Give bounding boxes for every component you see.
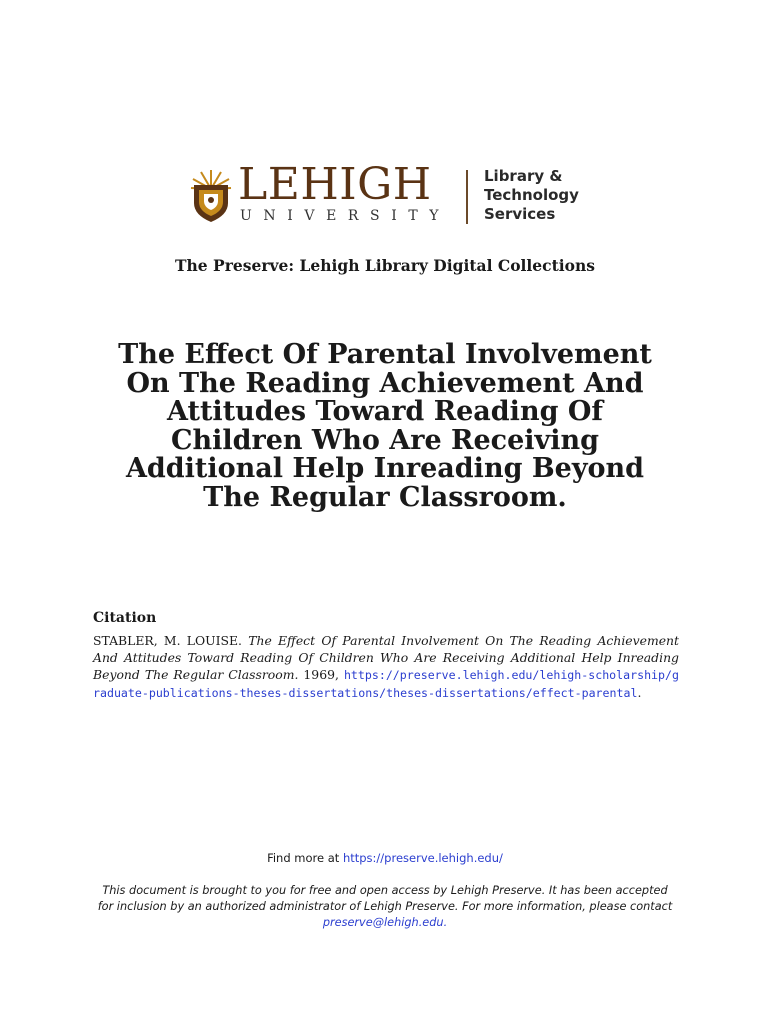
contact-email-link[interactable]: preserve@lehigh.edu. — [322, 916, 448, 929]
citation-author: STABLER, M. LOUISE. — [93, 633, 242, 648]
citation-end: . — [637, 685, 642, 700]
citation-text — [93, 632, 679, 702]
citation-year: 1969, — [303, 667, 339, 682]
find-more — [0, 851, 770, 865]
title-line: Children Who Are Receiving — [170, 424, 599, 456]
citation-title: The Effect Of Parental Involvement On The Reading Achievement And Attitudes Toward Reading Of Children Who Are Receiving Additional Help Inreading Beyond The Regular Classroom. — [93, 633, 679, 682]
title-line: On The Reading Achievement And — [126, 367, 644, 399]
find-more-prefix: Find more at — [267, 851, 340, 865]
collection-name: The Preserve: Lehigh Library Digital Collections — [175, 256, 595, 275]
document-title — [60, 341, 710, 512]
library-technology-services — [484, 167, 579, 224]
disclaimer — [95, 883, 675, 931]
logo-divider — [466, 170, 468, 224]
title-line: The Regular Classroom. — [203, 481, 567, 513]
division-line: Technology — [484, 186, 579, 204]
shield-icon — [190, 169, 232, 223]
title-line: Additional Help Inreading Beyond — [125, 453, 645, 484]
title-line: The Effect Of Parental Involvement — [118, 339, 652, 370]
title-line: Attitudes Toward Reading Of — [167, 396, 603, 427]
preserve-home-link[interactable]: https://preserve.lehigh.edu/ — [342, 851, 503, 865]
citation-heading: Citation — [93, 610, 157, 626]
division-line: Library & — [484, 167, 563, 185]
citation-url-link[interactable]: https://preserve.lehigh.edu/lehigh-scholarship/graduate-publications-theses-dissertations/theses-dissertations/effect-parental — [93, 668, 679, 700]
lehigh-wordmark: LEHIGH — [238, 159, 432, 210]
lehigh-logo — [190, 159, 590, 228]
disclaimer-text: This document is brought to you for free and open access by Lehigh Preserve. It has been accepted for inclusion by an authorized administrator of Lehigh Preserve. For more information, please contact — [97, 884, 673, 913]
university-wordmark: UNIVERSITY — [240, 208, 451, 224]
division-line: Services — [484, 205, 556, 223]
